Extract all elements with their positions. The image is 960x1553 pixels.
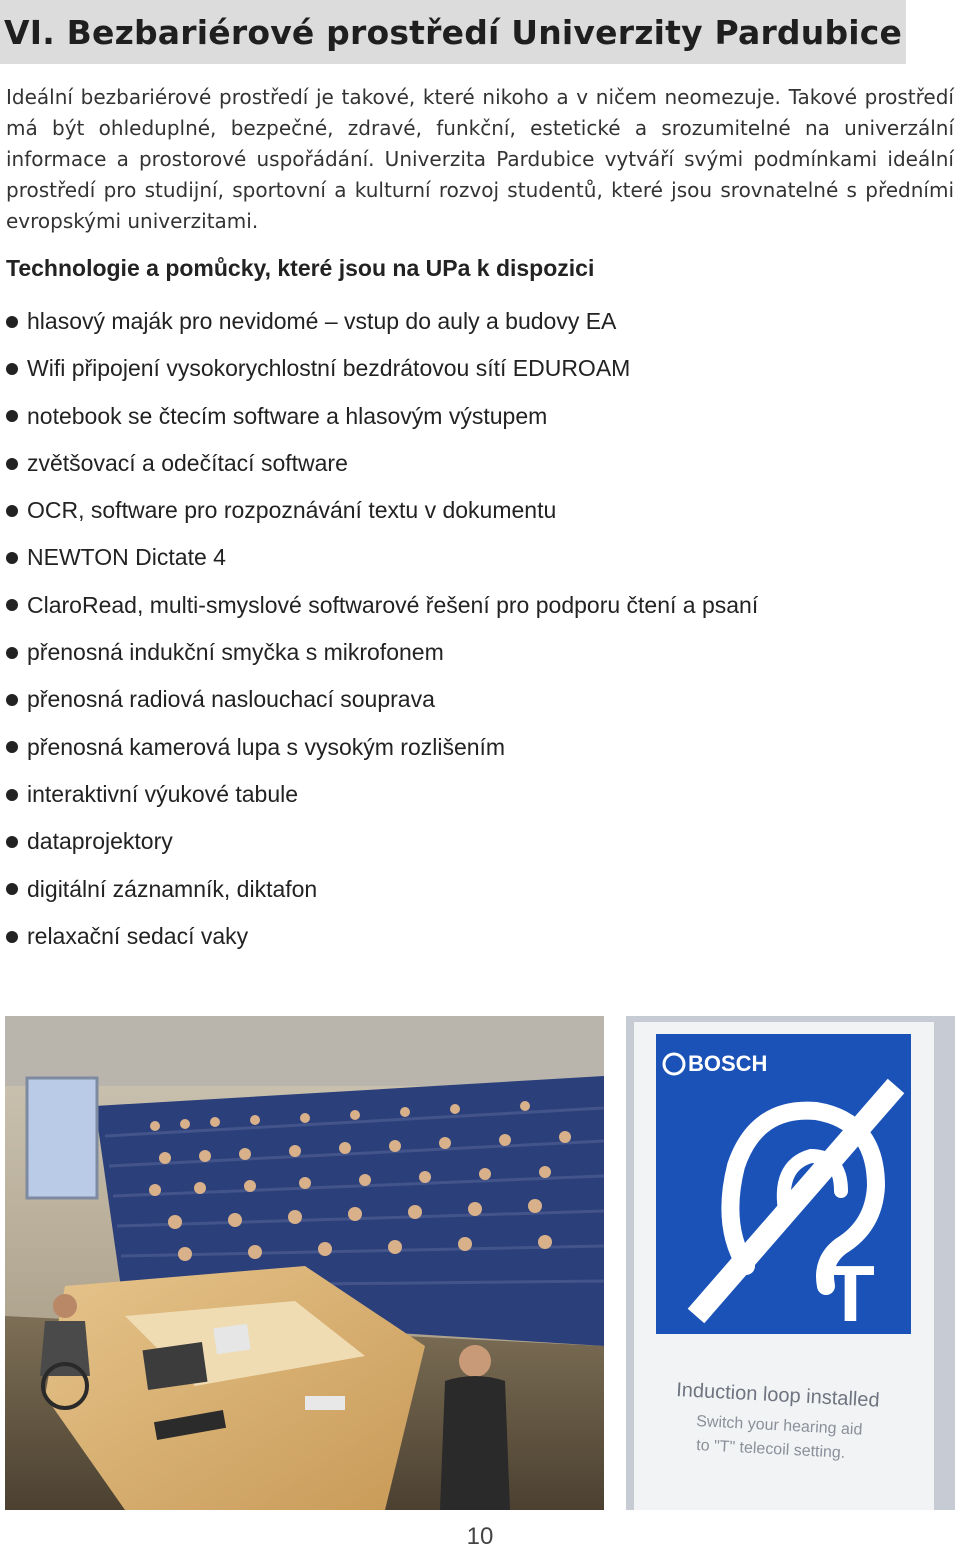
- list-item: [6, 913, 758, 960]
- bullet-icon: [6, 694, 18, 706]
- list-item-text: přenosná indukční smyčka s mikrofonem: [27, 639, 444, 666]
- bullet-icon: [6, 505, 18, 517]
- technology-list: [6, 298, 758, 960]
- list-item: [6, 866, 758, 913]
- bullet-icon: [6, 552, 18, 564]
- list-item-text: přenosná radiová naslouchací souprava: [27, 686, 435, 713]
- sign-line-1: Induction loop installed: [675, 1379, 881, 1412]
- list-item: [6, 676, 758, 723]
- sign-line-3: to "T" telecoil setting.: [695, 1437, 846, 1462]
- induction-loop-sign-photo: [626, 1016, 955, 1510]
- list-item-text: Wifi připojení vysokorychlostní bezdrátovou sítí EDUROAM: [27, 355, 631, 382]
- title-bar: [0, 0, 906, 64]
- lecture-hall-illustration: [5, 1016, 604, 1510]
- bullet-icon: [6, 647, 18, 659]
- list-item-text: dataprojektory: [27, 828, 173, 855]
- page-title: VI. Bezbariérové prostředí Univerzity Pardubice: [4, 12, 903, 52]
- list-item: [6, 534, 758, 581]
- list-item-text: NEWTON Dictate 4: [27, 544, 226, 571]
- bullet-icon: [6, 363, 18, 375]
- sign-brand: BOSCH: [688, 1051, 768, 1076]
- sign-line-2: Switch your hearing aid: [695, 1413, 863, 1439]
- list-item-text: přenosná kamerová lupa s vysokým rozlišením: [27, 733, 506, 760]
- list-item: [6, 629, 758, 676]
- list-item-text: OCR, software pro rozpoznávání textu v dokumentu: [27, 497, 557, 524]
- bullet-icon: [6, 741, 18, 753]
- list-item: [6, 393, 758, 440]
- page-number: 10: [466, 1523, 494, 1550]
- telecoil-letter: T: [826, 1249, 875, 1338]
- induction-loop-sign: [626, 1016, 955, 1510]
- bullet-icon: [6, 836, 18, 848]
- bullet-icon: [6, 789, 18, 801]
- bullet-icon: [6, 931, 18, 943]
- list-item: [6, 487, 758, 534]
- list-item-text: notebook se čtecím software a hlasovým výstupem: [27, 402, 548, 429]
- section-subheading: Technologie a pomůcky, které jsou na UPa k dispozici: [6, 255, 595, 281]
- list-item: [6, 298, 758, 345]
- list-item-text: interaktivní výukové tabule: [27, 780, 299, 807]
- list-item-text: ClaroRead, multi-smyslové softwarové řešení pro podporu čtení a psaní: [27, 591, 759, 618]
- list-item-text: zvětšovací a odečítací software: [27, 449, 348, 476]
- bullet-icon: [6, 458, 18, 470]
- intro-paragraph: Ideální bezbariérové prostředí je takové, které nikoho a v ničem neomezuje. Takové prostředí má být ohleduplné, bezpečné, zdravé, funkční, estetické a srozumitelné na univerzální informace a prostorové uspořádání. Univerzita Pardubice vytváří svými podmínkami ideální prostředí pro studijní, sportovní a kulturní rozvoj studentů, které jsou srovnatelné s předními evropskými univerzitami.: [6, 85, 954, 233]
- list-item-text: digitální záznamník, diktafon: [27, 875, 318, 902]
- lecture-hall-photo: [5, 1016, 604, 1510]
- list-item-text: relaxační sedací vaky: [27, 922, 249, 949]
- list-item: [6, 440, 758, 487]
- list-item: [6, 582, 758, 629]
- list-item: [6, 345, 758, 392]
- bullet-icon: [6, 410, 18, 422]
- list-item: [6, 724, 758, 771]
- bullet-icon: [6, 599, 18, 611]
- bullet-icon: [6, 316, 18, 328]
- list-item: [6, 818, 758, 865]
- list-item: [6, 771, 758, 818]
- bullet-icon: [6, 883, 18, 895]
- list-item-text: hlasový maják pro nevidomé – vstup do auly a budovy EA: [27, 308, 617, 334]
